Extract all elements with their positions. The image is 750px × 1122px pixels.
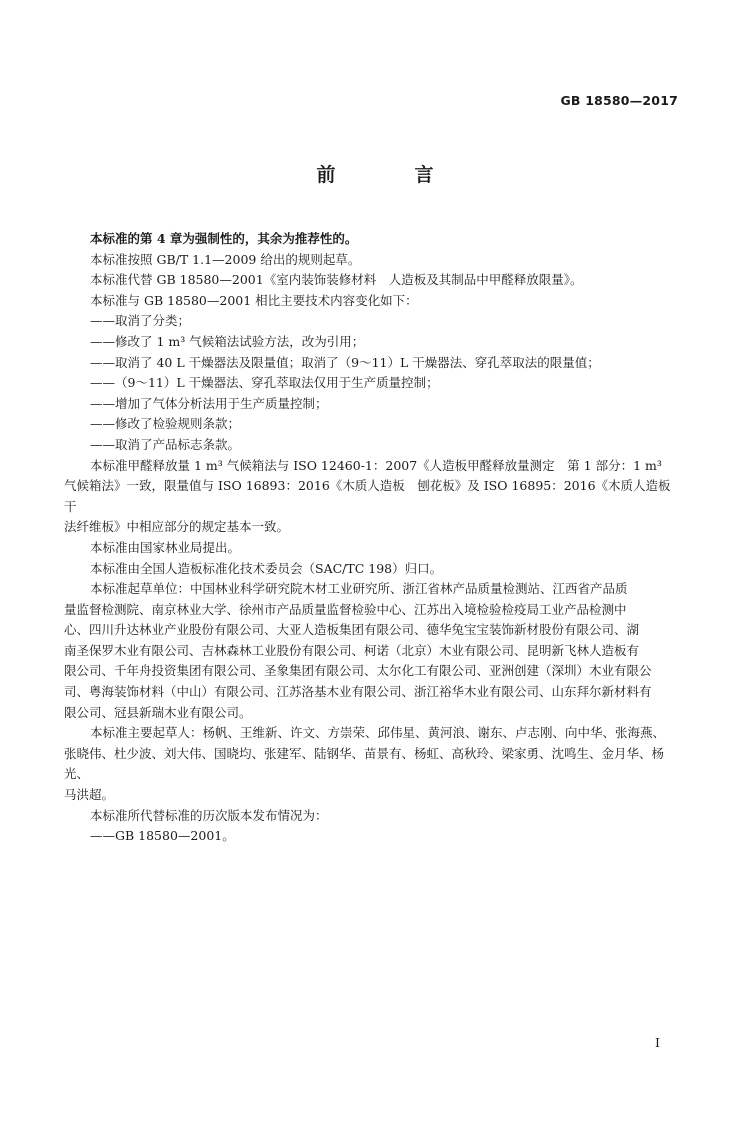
foreword-body xyxy=(64,229,684,847)
paragraph: 本标准起草单位：中国林业科学研究院木材工业研究所、浙江省林产品质量检测站、江西省产品质 xyxy=(90,581,628,597)
paragraph-continuation: 法纤维板》中相应部分的规定基本一致。 xyxy=(64,519,290,535)
page-title: 前 言 xyxy=(316,164,464,186)
list-item: ——修改了 1 m³ 气候箱法试验方法，改为引用； xyxy=(90,333,365,349)
paragraph: 本标准由全国人造板标准化技术委员会（SAC/TC 198）归口。 xyxy=(90,560,443,576)
paragraph-continuation: 南圣保罗木业有限公司、吉林森林工业股份有限公司、柯诺（北京）木业有限公司、昆明新飞林人造板有 xyxy=(64,642,640,658)
paragraph: 本标准按照 GB/T 1.1—2009 给出的规则起草。 xyxy=(90,251,361,267)
paragraph-continuation: 限公司、千年舟投资集团有限公司、圣象集团有限公司、太尔化工有限公司、亚洲创建（深圳）木业有限公 xyxy=(64,663,652,679)
paragraph-continuation: 限公司、冠县新瑞木业有限公司。 xyxy=(64,704,252,720)
paragraph-continuation: 量监督检测院、南京林业大学、徐州市产品质量监督检验中心、江苏出入境检验检疫局工业产品检测中 xyxy=(64,601,627,617)
paragraph-continuation: 心、四川升达林业产业股份有限公司、大亚人造板集团有限公司、德华兔宝宝装饰新材股份有限公司、湖 xyxy=(64,622,640,638)
standard-code: GB 18580—2017 xyxy=(560,93,678,108)
paragraph-continuation: 司、粤海装饰材料（中山）有限公司、江苏洛基木业有限公司、浙江裕华木业有限公司、山东拜尔新材料有 xyxy=(64,684,652,700)
paragraph-mandatory-note: 本标准的第 4 章为强制性的，其余为推荐性的。 xyxy=(90,231,358,246)
paragraph: 本标准由国家林业局提出。 xyxy=(90,539,241,555)
list-item: ——取消了分类； xyxy=(90,313,191,329)
list-item: ——修改了检验规则条款； xyxy=(90,416,241,432)
paragraph: 本标准主要起草人：杨帆、王维新、许文、方崇荣、邱伟星、黄河浪、谢东、卢志刚、向中华、张海燕、 xyxy=(90,725,666,741)
paragraph: 本标准甲醛释放量 1 m³ 气候箱法与 ISO 12460-1：2007《人造板甲醛释放量测定 第 1 部分：1 m³ xyxy=(90,457,662,473)
list-item: ——GB 18580—2001。 xyxy=(90,828,235,844)
paragraph-continuation: 马洪超。 xyxy=(64,787,115,803)
list-item: ——取消了产品标志条款。 xyxy=(90,436,241,452)
list-item: ——取消了 40 L 干燥器法及限量值；取消了（9～11）L 干燥器法、穿孔萃取法的限量值； xyxy=(90,354,600,370)
paragraph-continuation: 气候箱法》一致，限量值与 ISO 16893：2016《木质人造板 刨花板》及 ISO 16895：2016《木质人造板 干 xyxy=(64,478,684,514)
page-number: I xyxy=(655,1035,660,1050)
paragraph: 本标准所代替标准的历次版本发布情况为： xyxy=(90,807,328,823)
paragraph: 本标准与 GB 18580—2001 相比主要技术内容变化如下： xyxy=(90,292,418,308)
paragraph-continuation: 张晓伟、杜少波、刘大伟、国晓均、张建军、陆钢华、苗景有、杨虹、高秋玲、梁家勇、沈鸣生、金月华、杨光、 xyxy=(64,745,665,782)
paragraph: 本标准代替 GB 18580—2001《室内装饰装修材料 人造板及其制品中甲醛释放限量》。 xyxy=(90,272,583,288)
list-item: ——增加了气体分析法用于生产质量控制； xyxy=(90,395,328,411)
list-item: ——（9～11）L 干燥器法、穿孔萃取法仅用于生产质量控制； xyxy=(90,375,439,391)
